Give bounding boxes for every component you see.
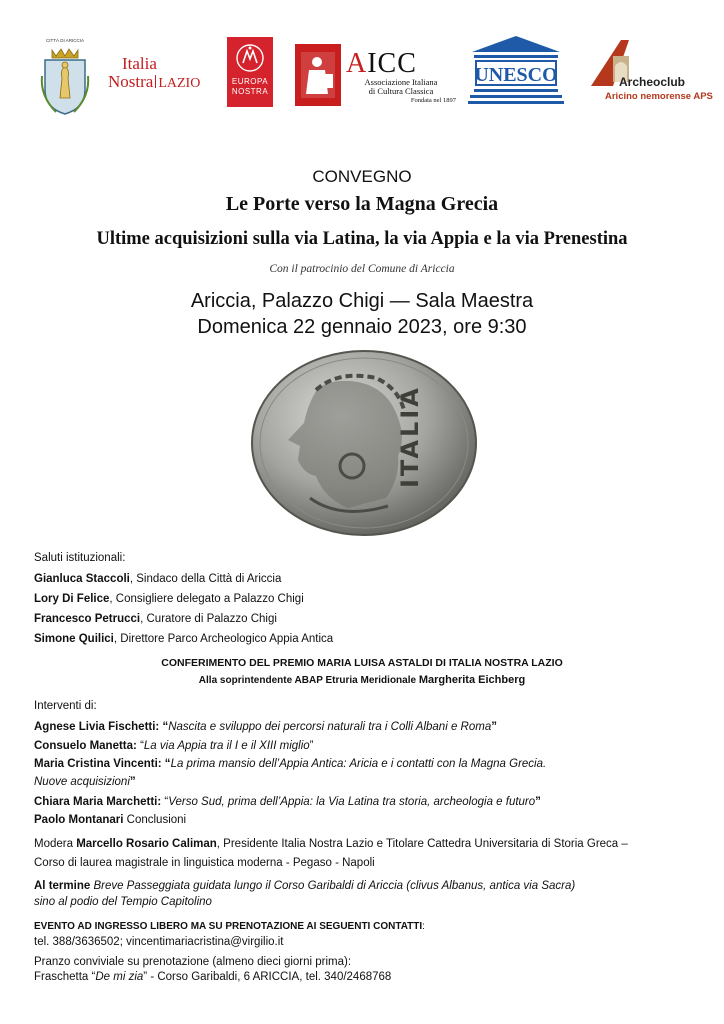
italia-nostra-line1: Italia [122,54,157,73]
europa-nostra-logo [227,37,273,107]
europa-line1: EUROPA [231,77,269,86]
italia-nostra-region: LAZIO [158,76,201,91]
talk-title: Verso Sud, prima dell’Appia: la Via Latina tra storia, archeologia e futuro [168,796,536,808]
ariccia-crest-logo [34,38,96,118]
venue-line: Ariccia, Palazzo Chigi — Sala Maestra [190,290,534,312]
modera-line-2: Corso di laurea magistrale in linguistica moderna - Pegaso - Napoli [34,857,375,869]
speaker-name: Gianluca Staccoli [34,573,130,585]
italia-nostra-logo [108,55,220,95]
unesco-temple-icon [468,34,564,108]
premio-recipient [0,674,724,686]
patrocinio-line: Con il patrocinio del Comune di Ariccia [269,263,455,275]
speaker-role: , Sindaco della Città di Ariccia [129,573,282,585]
event-subtitle: Ultime acquisizioni sulla via Latina, la via Appia e la via Prenestina [96,229,628,249]
saluti-item [34,572,694,587]
aicc-acronym: AICC [346,48,417,79]
interventi-heading: Interventi di: [34,700,97,712]
saluti-item [34,612,694,627]
termine-line-2: sino al podio del Tempio Capitolino [34,896,212,908]
speaker-name: Agnese Livia Fischetti: [34,721,160,733]
talk-note: Conclusioni [123,814,187,826]
contatti-heading: EVENTO AD INGRESSO LIBERO MA SU PRENOTAZIONE AI SEGUENTI CONTATTI: [34,921,425,932]
italia-nostra-line2: Nostra [108,72,154,91]
date-line: Domenica 22 gennaio 2023, ore 9:30 [197,316,527,338]
aicc-line3: Fondata nel 1897 [410,97,456,104]
speaker-name: Simone Quilici [34,633,114,645]
crest-caption: CITTÀ DI ARICCIA [45,38,84,43]
speaker-role: , Consigliere delegato a Palazzo Chigi [109,593,304,605]
intervento-item-continued: Nuove acquisizioni” [34,776,136,788]
talk-title: Nascita e sviluppo dei percorsi naturali tra i Colli Albani e Roma [168,721,492,733]
intervento-item: Chiara Maria Marchetti: “Verso Sud, prima dell’Appia: la Via Latina tra storia, archeologia e futuro” [34,796,541,808]
archeoclub-logo [583,38,713,108]
aicc-figure-icon [295,44,341,106]
europa-line2: NOSTRA [231,87,269,96]
talk-title: La prima mansio dell’Appia Antica: Aricia e i contatti con la Magna Grecia. [170,758,547,770]
talk-title: La via Appia tra il I e il XIII miglio [143,740,310,752]
unesco-logo [468,34,564,108]
convegno-label: CONVEGNO [312,167,412,186]
unesco-wordmark: UNESCO [474,64,558,86]
archeoclub-name: Archeoclub [619,75,686,89]
contatti-line: tel. 388/3636502; vincentimariacristina@virgilio.it [34,936,284,948]
saluti-item [34,592,694,607]
premio-name: Margherita Eichberg [418,674,526,686]
speaker-name: Consuelo Manetta: [34,740,137,752]
speaker-name: Maria Cristina Vincenti: [34,758,162,770]
crest-shield-icon [38,46,92,116]
intervento-item [34,813,694,828]
intervento-item: Maria Cristina Vincenti: “La prima mansio dell’Appia Antica: Aricia e i contatti con la Magna Grecia. [34,758,547,770]
pranzo-line: Pranzo conviviale su prenotazione (almeno dieci giorni prima): [34,956,352,968]
event-title: Le Porte verso la Magna Grecia [225,193,499,215]
pranzo-location: Fraschetta “De mi zia” - Corso Garibaldi, 6 ARICCIA, tel. 340/2468768 [34,971,392,983]
venue-block [0,288,724,340]
coin-image [248,348,480,538]
aicc-line2: di Cultura Classica [368,86,434,96]
saluti-heading: Saluti istituzionali: [34,552,126,564]
restaurant-name: De mi zia [95,971,144,983]
talk-title: Nuove acquisizioni [34,776,130,788]
speaker-name: Chiara Maria Marchetti: [34,796,162,808]
saluti-item [34,632,694,647]
termine-line: Al termine Breve Passeggiata guidata lungo il Corso Garibaldi di Ariccia (clivus Albanus, antica via Sacra) [34,880,576,892]
premio-heading: CONFERIMENTO DEL PREMIO MARIA LUISA ASTALDI DI ITALIA NOSTRA LAZIO [161,657,563,669]
intervento-item: Consuelo Manetta: “La via Appia tra il I e il XIII miglio” [34,740,314,752]
aicc-line1: Associazione Italiana [364,77,438,87]
termine-label: Al termine [34,880,91,892]
speaker-role: , Curatore di Palazzo Chigi [140,613,277,625]
moderator-name: Marcello Rosario Caliman [76,838,217,850]
speaker-name: Francesco Petrucci [34,613,141,625]
archeoclub-subtitle: Aricino nemorense APS [605,91,713,102]
modera-line: Modera Marcello Rosario Caliman, Presidente Italia Nostra Lazio e Titolare Cattedra Universitaria di Storia Greca – [34,838,628,850]
aicc-logo [346,50,456,110]
speaker-role: , Direttore Parco Archeologico Appia Antica [113,633,334,645]
intervento-item: Agnese Livia Fischetti: “Nascita e sviluppo dei percorsi naturali tra i Colli Albani e Roma” [34,721,497,733]
europa-nostra-emblem-icon [233,41,267,75]
coin-legend: ITALIA [396,385,424,488]
premio-prefix: Alla soprintendente ABAP Etruria Meridionale [198,675,417,686]
speaker-name: Lory Di Felice [34,593,110,605]
aicc-emblem [295,44,341,106]
speaker-name: Paolo Montanari [34,814,124,826]
